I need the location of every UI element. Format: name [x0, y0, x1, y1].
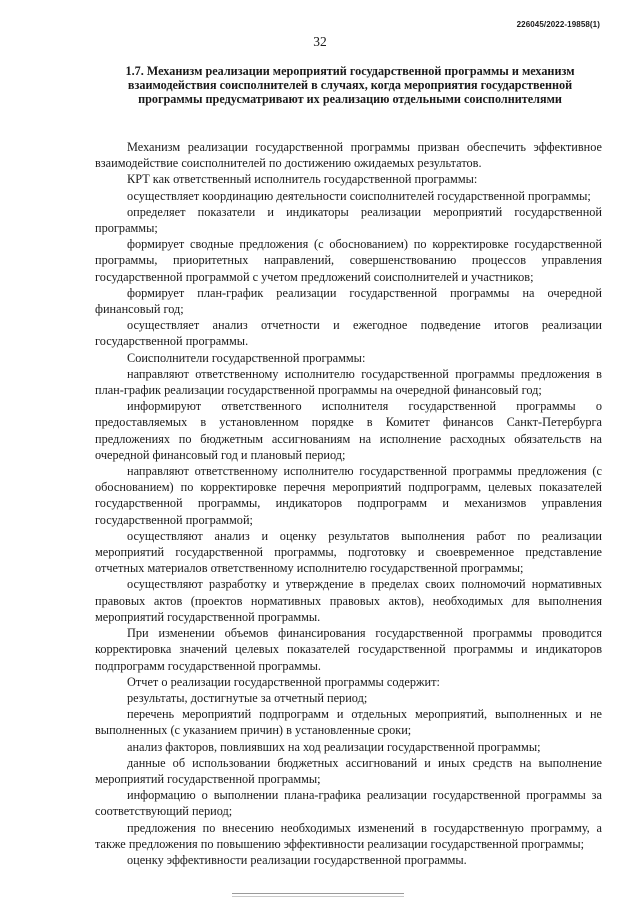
document-id: 226045/2022-19858(1)	[516, 20, 600, 29]
paragraph: осуществляют анализ и оценку результатов выполнения работ по реализации мероприятий государственной программы, подготовку и своевременное представление отчетных материалов ответственному исполнителю государственной программы;	[95, 528, 602, 576]
paragraph: Механизм реализации государственной программы призван обеспечить эффективное взаимодействие соисполнителей по достижению ожидаемых результатов.	[95, 140, 602, 171]
paragraph: направляют ответственному исполнителю государственной программы предложения (с обоснованием) по корректировке перечня мероприятий подпрограмм, целевых показателей государственной программы, индикаторов подпрограмм и механизмов управления государственной программой;	[95, 464, 602, 527]
paragraph: осуществляют разработку и утверждение в пределах своих полномочий нормативных правовых актов (проектов нормативных правовых актов), необходимых для выполнения мероприятий государственной программы.	[95, 577, 602, 624]
section-heading: 1.7. Механизм реализации мероприятий государственной программы и механизм взаимодействия соисполнителей в случаях, когда мероприятия государственной программы предусматривают их реализацию отдельными соисполнителями	[125, 64, 575, 106]
paragraph: результаты, достигнутые за отчетный период;	[127, 690, 368, 705]
paragraph: информируют ответственного исполнителя государственной программы о предоставляемых в установленном порядке в Комитет финансов Санкт-Петербурга предложениях по бюджетным ассигнованиям на исполнение расходных обязательств на очередной финансовый год и плановый период;	[95, 399, 602, 462]
body-text	[95, 139, 602, 868]
paragraph: оценку эффективности реализации государственной программы.	[127, 852, 467, 867]
page-number: 32	[313, 34, 327, 49]
paragraph: формирует план-график реализации государственной программы на очередной финансовый год;	[95, 285, 602, 317]
paragraph: предложения по внесению необходимых изменений в государственную программу, а также предложения по повышению эффективности реализации государственной программы;	[95, 820, 602, 851]
paragraph: направляют ответственному исполнителю государственной программы предложения в план-график реализации государственной программы на очередной финансовый год;	[95, 366, 602, 398]
paragraph: осуществляет координацию деятельности соисполнителей государственной программы;	[127, 188, 591, 203]
paragraph: Отчет о реализации государственной программы содержит:	[127, 674, 440, 689]
paragraph: формирует сводные предложения (с обоснованием) по корректировке государственной программы, приоритетных направлений, совершенствованию процессов управления государственной программой с учетом предложений соисполнителей и участников;	[95, 237, 602, 284]
paragraph: данные об использовании бюджетных ассигнований и иных средств на выполнение мероприятий государственной программы;	[95, 755, 602, 786]
paragraph: осуществляет анализ отчетности и ежегодное подведение итогов реализации государственной программы.	[95, 318, 602, 349]
paragraph: определяет показатели и индикаторы реализации мероприятий государственной программы;	[95, 204, 602, 236]
paragraph: Соисполнители государственной программы:	[127, 350, 366, 365]
paragraph: анализ факторов, повлиявших на ход реализации государственной программы;	[127, 739, 541, 754]
paragraph: При изменении объемов финансирования государственной программы проводится корректировка значений целевых показателей государственной программы и индикаторов подпрограмм государственной программы.	[95, 626, 602, 673]
paragraph: КРТ как ответственный исполнитель государственной программы:	[127, 172, 478, 187]
paragraph: перечень мероприятий подпрограмм и отдельных мероприятий, выполненных и не выполненных (с указанием причин) в установленные сроки;	[95, 707, 602, 738]
paragraph: информацию о выполнении плана-графика реализации государственной программы за соответствующий период;	[95, 788, 602, 819]
scan-divider	[232, 893, 404, 897]
